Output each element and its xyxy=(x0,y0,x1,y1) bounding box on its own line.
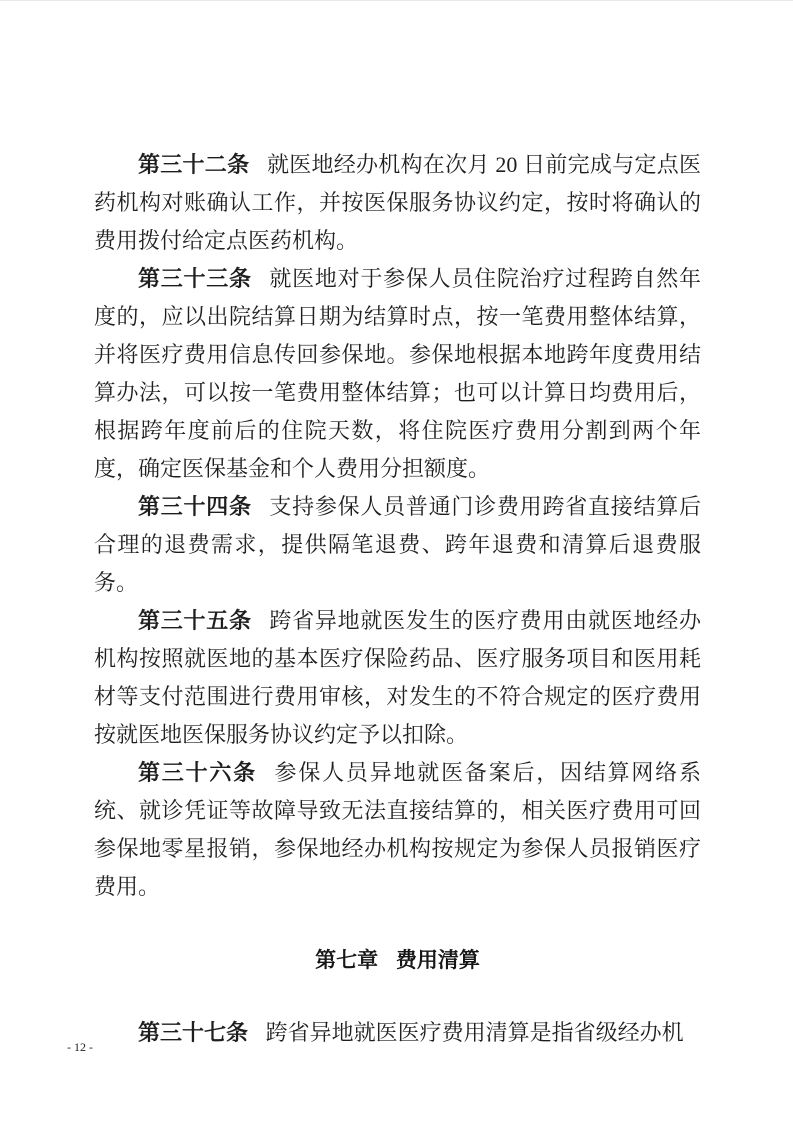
document-body xyxy=(94,146,701,1052)
chapter-heading xyxy=(94,942,701,980)
article-text: 参保人员异地就医备案后，因结算网络系统、就诊凭证等故障导致无法直接结算的，相关医疗费用可回参保地零星报销，参保地经办机构按规定为参保人员报销医疗费用。 xyxy=(94,760,701,899)
article-text: 支持参保人员普通门诊费用跨省直接结算后合理的退费需求，提供隔笔退费、跨年退费和清算后退费服务。 xyxy=(94,494,701,595)
article-paragraph xyxy=(94,146,701,260)
article-number: 第三十六条 xyxy=(138,760,257,785)
article-text: 跨省异地就医发生的医疗费用由就医地经办机构按照就医地的基本医疗保险药品、医疗服务项目和医用耗材等支付范围进行费用审核，对发生的不符合规定的医疗费用按就医地医保服务协议约定予以扣除。 xyxy=(94,608,701,747)
chapter-title: 费用清算 xyxy=(395,949,480,972)
article-number: 第三十三条 xyxy=(138,266,252,291)
article-paragraph xyxy=(94,754,701,906)
article-paragraph xyxy=(94,488,701,602)
article-number: 第三十五条 xyxy=(138,608,252,633)
article-paragraph xyxy=(94,602,701,754)
article-number: 第三十二条 xyxy=(138,152,250,177)
article-text: 跨省异地就医医疗费用清算是指省级经办机 xyxy=(265,1020,684,1045)
article-text: 就医地对于参保人员住院治疗过程跨自然年度的，应以出院结算日期为结算时点，按一笔费用整体结算，并将医疗费用信息传回参保地。参保地根据本地跨年度费用结算办法，可以按一笔费用整体结算；也可以计算日均费用后，根据跨年度前后的住院天数，将住院医疗费用分割到两个年度，确定医保基金和个人费用分担额度。 xyxy=(94,266,701,481)
chapter-number: 第七章 xyxy=(315,949,379,972)
article-number: 第三十七条 xyxy=(138,1020,249,1045)
article-paragraph xyxy=(94,260,701,488)
page-number: - 12 - xyxy=(67,1040,93,1054)
article-text: 就医地经办机构在次月 20 日前完成与定点医药机构对账确认工作，并按医保服务协议约定，按时将确认的费用拨付给定点医药机构。 xyxy=(94,152,701,253)
article-number: 第三十四条 xyxy=(138,494,252,519)
article-paragraph xyxy=(94,1014,701,1052)
